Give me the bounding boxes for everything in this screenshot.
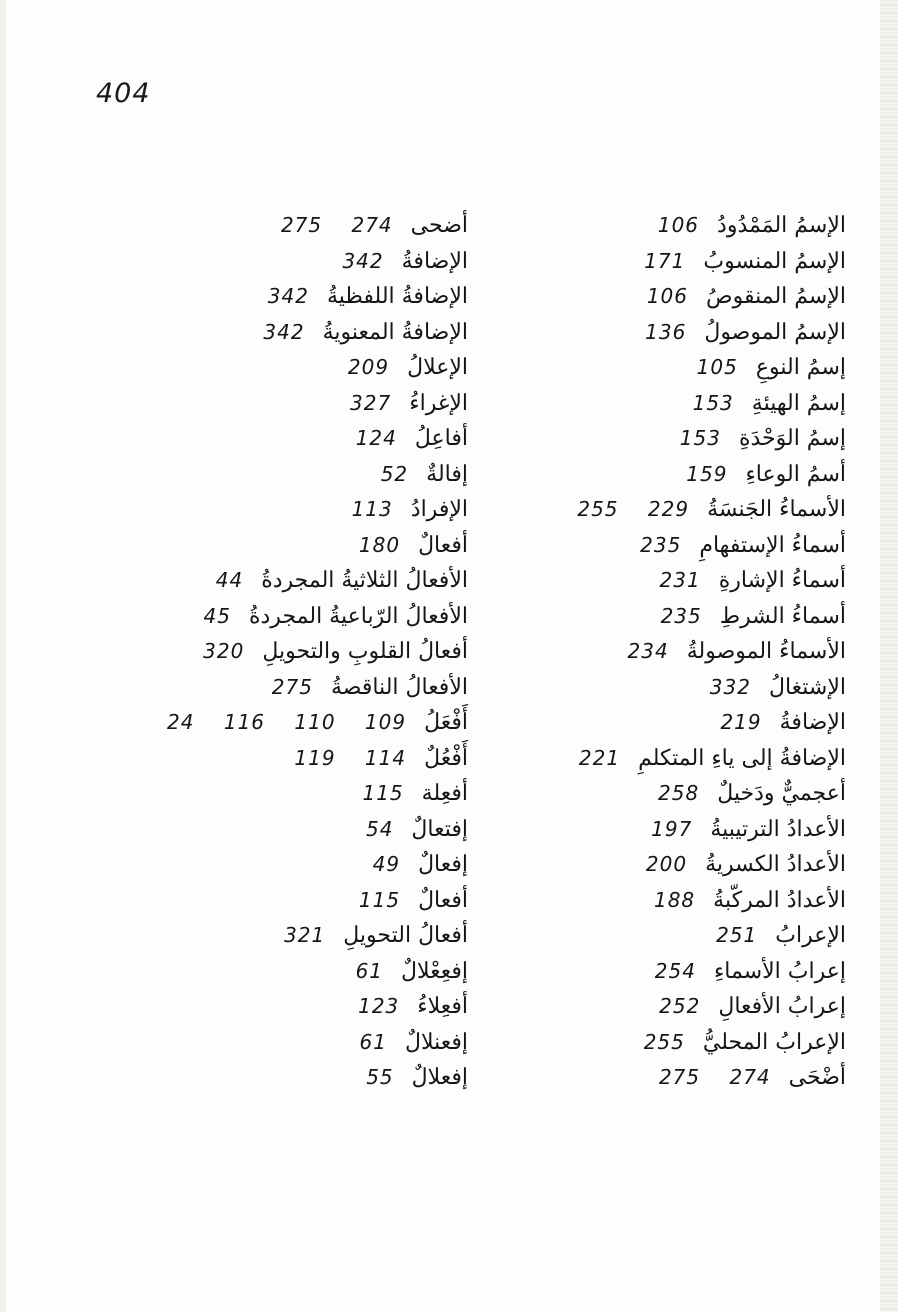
index-page-numbers: 180 [358,532,401,557]
index-entry [526,528,846,564]
index-entry [108,741,468,777]
index-page-numbers: 342 [267,284,309,308]
index-entry [108,634,468,670]
index-page-numbers: 49 [372,852,401,876]
index-term: الإشتغالُ [768,674,846,700]
index-term: الإسمُ المَمْدُودُ [717,213,846,238]
index-page-numbers: 113 [351,497,393,521]
index-page-numbers: 327 [350,390,392,415]
index-entry [526,421,846,457]
index-page-numbers: 45 [203,603,231,628]
index-page-numbers: 124 [355,426,397,450]
index-page-numbers: 44 [215,568,244,592]
index-term: الإغراءُ [409,390,468,416]
index-page-numbers: 209 [347,355,390,379]
index-term: أسمُ الوعاءِ [745,461,846,487]
index-page-numbers: 231 [659,568,701,592]
index-term: أسماءُ الشرطِ [719,603,846,629]
index-term: أَفْعُلٌ [424,745,468,771]
index-term: الإضافةُ المعنويةُ [322,319,468,345]
index-entry [526,776,846,812]
index-term: إفتعالٌ [411,816,468,842]
index-entry [526,847,846,883]
index-page-numbers: 275 [271,674,313,699]
index-entry [526,457,846,493]
index-entry [526,350,846,386]
index-term: أضْحَى [788,1065,846,1090]
index-term: أضحى [410,213,468,238]
index-entry [108,599,468,635]
index-term: الأعدادُ المركّبةُ [713,887,846,913]
index-entry [526,883,846,919]
index-entry [526,315,846,351]
index-entry [108,1060,468,1096]
index-page-numbers: 320 [203,639,245,663]
index-term: أعجميٌّ ودَخيلٌ [717,781,846,806]
index-page-numbers: 219 [720,710,762,734]
index-page-numbers: 342 [263,319,305,344]
index-entry [108,812,468,848]
index-page-numbers: 221 [578,745,621,770]
index-entry [108,1025,468,1061]
index-entry [108,457,468,493]
index-entry [108,989,468,1025]
index-term: الأفعالُ الثلاثيةُ المجردةُ [261,568,468,593]
index-page-numbers: 188 [653,887,696,912]
index-term: الإضافةُ [779,710,846,735]
index-term: أفاعِلُ [414,426,468,451]
index-column-right [526,208,846,1096]
index-page-numbers: 275 274 [658,1065,771,1089]
index-page-numbers: 52 [380,461,409,486]
index-term: إفعالٌ [418,852,468,877]
index-page-numbers: 234 [627,639,669,663]
index-entry [108,954,468,990]
index-entry [108,315,468,351]
index-term: إعرابُ الأفعالِ [718,994,846,1019]
index-page-numbers: 254 [654,958,696,983]
index-page-numbers: 342 [342,248,384,273]
index-term: أفعِلاءُ [417,994,468,1019]
index-page-numbers: 321 [284,923,326,947]
index-entry [108,350,468,386]
index-entry [108,279,468,315]
index-page-numbers: 252 [659,994,701,1018]
index-entry [526,741,846,777]
index-term: إعرابُ الأسماءِ [713,958,846,984]
index-page-numbers: 255 [643,1029,685,1054]
index-entry [526,812,846,848]
index-page-numbers: 153 [679,426,721,450]
index-term: إفالةٌ [426,461,468,487]
index-page-numbers: 119 114 [294,745,407,770]
index-page-numbers: 55 [366,1065,394,1089]
index-term: إفعنلالٌ [405,1029,468,1055]
index-term: إسمُ النوعِ [755,355,846,380]
index-term: الإسمُ المنقوصُ [706,284,846,309]
index-entry [526,705,846,741]
index-page-numbers: 197 [651,816,693,841]
index-term: أفعالُ التحويلِ [343,923,468,948]
index-page-numbers: 24 116 110 109 [167,710,407,734]
index-term: الأفعالُ الرّباعيةُ المجردةُ [248,603,468,629]
index-term: إسمُ الهيئةِ [751,390,846,416]
index-entry [526,599,846,635]
index-column-left [108,208,468,1096]
page-number: 404 [96,78,151,109]
index-entry [526,670,846,706]
index-term: الإضافةُ اللفظيةُ [326,284,468,309]
index-entry [526,1025,846,1061]
page-edge-left [0,0,6,1312]
index-entry [108,776,468,812]
index-entry [526,954,846,990]
index-page-numbers: 332 [709,674,751,699]
index-term: أفعالٌ [418,532,468,558]
index-term: الإعرابُ [775,923,846,948]
index-page-numbers: 61 [359,1029,387,1054]
index-entry [108,883,468,919]
index-page-numbers: 123 [358,994,400,1018]
index-entry [526,492,846,528]
index-page-numbers: 106 [657,213,700,237]
index-term: الإسمُ الموصولُ [704,319,846,345]
index-page-numbers: 235 [640,532,682,557]
index-page-numbers: 115 [358,887,401,912]
index-page-numbers: 235 [660,603,702,628]
index-page-numbers: 159 [686,461,728,486]
index-entry [108,847,468,883]
index-entry [526,208,846,244]
page-edge-right [880,0,898,1312]
index-term: الإضافةُ إلى ياءِ المتكلمِ [638,745,846,771]
index-page-numbers: 153 [692,390,734,415]
index-entry [108,705,468,741]
index-page-numbers: 54 [365,816,394,841]
index-entry [526,563,846,599]
index-entry [108,492,468,528]
index-term: الأعدادُ الكسريةُ [705,852,846,877]
index-term: الأسماءُ الموصولةُ [686,639,846,664]
index-term: الإفرادُ [410,497,468,522]
index-term: أفعالُ القلوبِ والتحويلِ [262,639,468,664]
index-entry [108,244,468,280]
index-term: الأعدادُ الترتيبيةُ [710,816,846,842]
index-page-numbers: 136 [645,319,687,344]
index-page-numbers: 171 [644,248,686,273]
index-entry [526,386,846,422]
index-page-numbers: 61 [355,958,384,983]
index-term: إفعلالٌ [411,1065,468,1090]
index-term: الإعرابُ المحليُّ [702,1029,846,1055]
index-term: أسماءُ الإشارةِ [718,568,846,593]
index-page-numbers: 255 229 [577,497,690,521]
index-page-numbers: 106 [646,284,688,308]
index-term: الأفعالُ الناقصةُ [330,674,468,700]
index-term: إسمُ الوَحْدَةِ [738,426,846,451]
index-term: أفعالٌ [418,887,468,913]
index-entry [108,670,468,706]
index-term: الإضافةُ [401,248,468,274]
index-page-numbers: 258 [658,781,700,805]
index-term: الإعلالُ [407,355,468,380]
index-entry [108,386,468,422]
index-entry [108,528,468,564]
index-page-numbers: 251 [716,923,758,947]
index-entry [108,563,468,599]
index-entry [108,918,468,954]
index-entry [526,989,846,1025]
index-term: أَفْعَلُ [424,710,468,735]
index-page-numbers: 275 274 [280,213,393,237]
index-page-numbers: 105 [696,355,738,379]
index-entry [108,421,468,457]
index-entry [526,244,846,280]
index-term: إفعِعْلالٌ [401,958,468,984]
index-term: الأسماءُ الجَنسَةُ [707,497,846,522]
index-term: أفعِلة [421,781,468,806]
index-entry [526,918,846,954]
index-page-numbers: 115 [362,781,404,805]
index-entry [526,634,846,670]
index-page-numbers: 200 [645,852,688,876]
index-entry [526,1060,846,1096]
index-entry [526,279,846,315]
index-entry [108,208,468,244]
index-term: أسماءُ الإستفهامِ [699,532,846,558]
index-term: الإسمُ المنسوبُ [703,248,846,274]
